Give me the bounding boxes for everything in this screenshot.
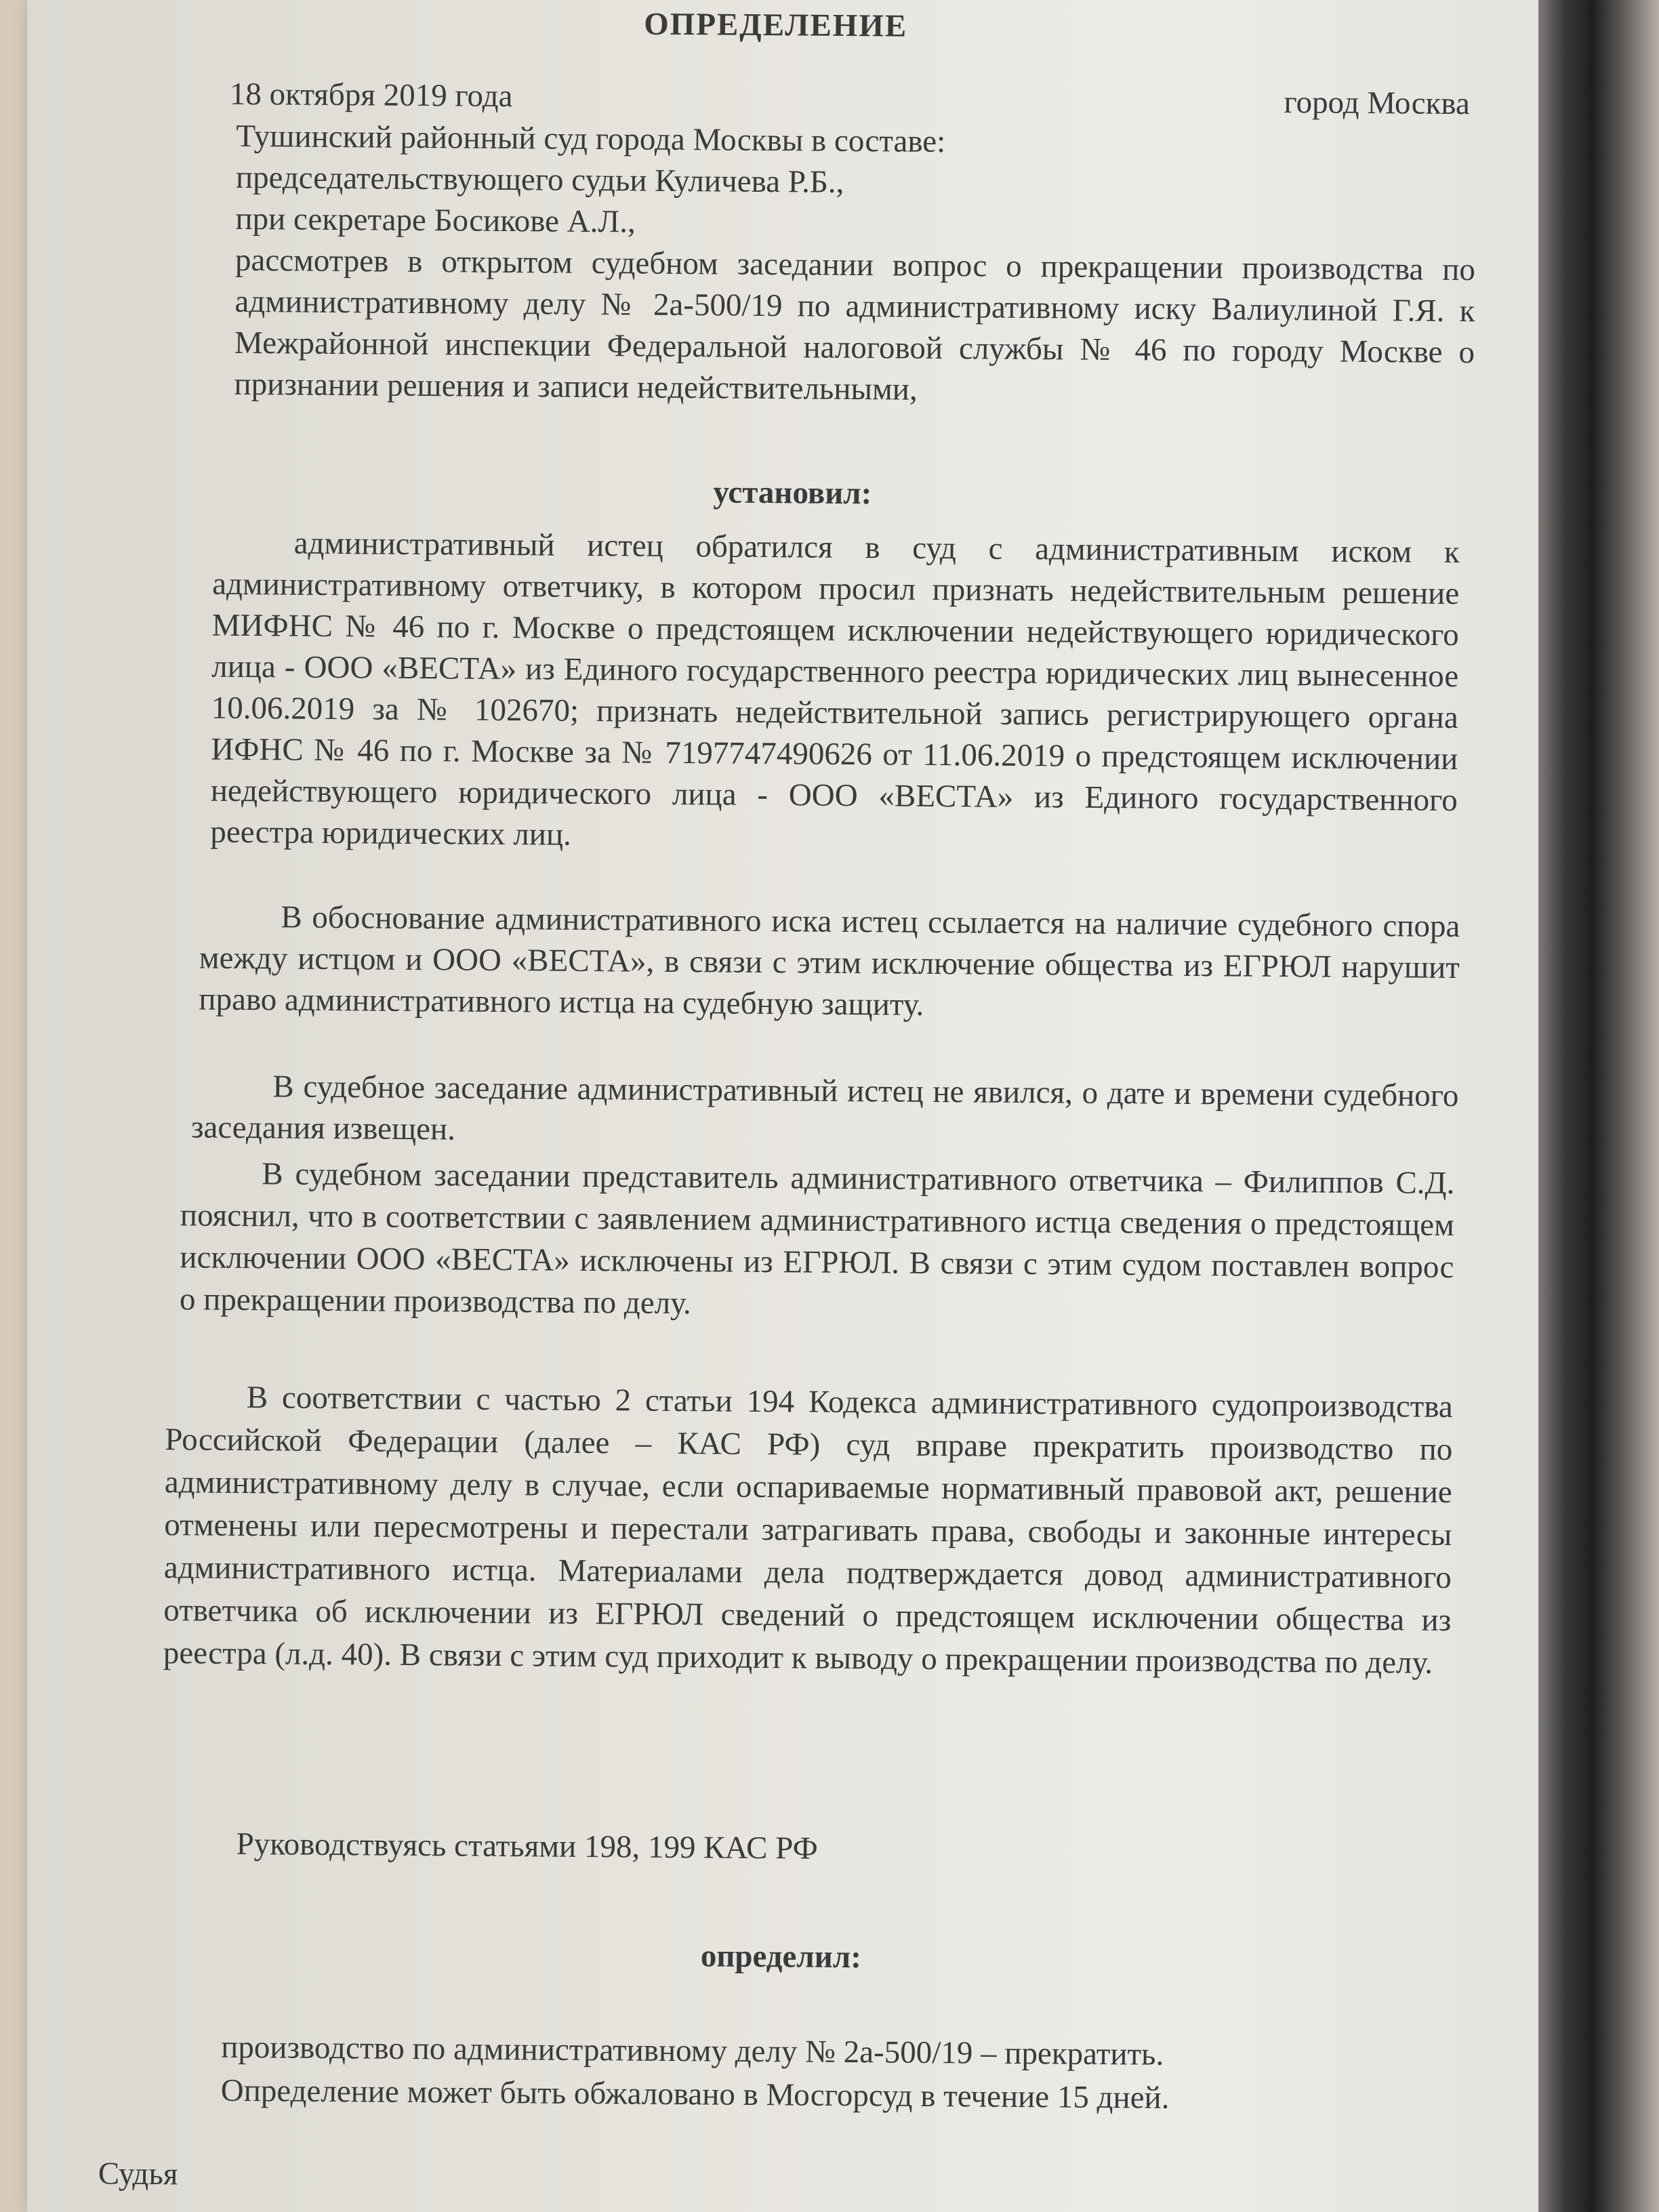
- document-date: 18 октября 2019 года: [229, 76, 513, 115]
- paragraph-3: В судебное заседание административный истец не явился, о дате и времени судебного заседания извещен.: [190, 1069, 1459, 1147]
- decided-heading: определил:: [700, 1938, 862, 1975]
- court-line: Тушинский районный суд города Москвы в составе:: [236, 118, 946, 160]
- paragraph-2: В обоснование административного иска истец ссылается на наличие судебного спора между истцом и ООО «ВЕСТА», в связи с этим исключение общества из ЕГРЮЛ нарушит право административного истца на судебную защиту.: [199, 899, 1460, 1023]
- paragraph-4: В судебном заседании представитель административного ответчика – Филиппов С.Д. пояснил, что в соответствии с заявлением административного истца сведения о предстоящем исключении ООО «ВЕСТА» исключены из ЕГРЮЛ. В связи с этим судом поставлен вопрос о прекращении производства по делу.: [179, 1156, 1455, 1322]
- judge-line: председательствующего судьи Куличева Р.Б.,: [235, 159, 844, 200]
- established-heading: установил:: [713, 474, 872, 512]
- appeal-line: Определение может быть обжаловано в Мосгорсуд в течение 15 дней.: [220, 2072, 1170, 2116]
- guided-by-line: Руководствуясь статьями 198, 199 КАС РФ: [236, 1826, 818, 1866]
- page-edge-shadow: [1538, 0, 1659, 2212]
- document-title: ОПРЕДЕЛЕНИЕ: [643, 6, 908, 44]
- paragraph-1: административный истец обратился в суд с административным иском к административному ответчику, в котором просил признать недействительным решение МИФНС № 46 по г. Москве о предстоящем исключении недействующего юридического лица - ООО «ВЕСТА» из Единого государственного реестра юридических лиц вынесенное 10.06.2019 за № 102670; признать недействительной запись регистрирующего органа ИФНС № 46 по г. Москве за № 7197747490626 от 11.06.2019 о предстоящем исключении недействующего юридического лица - ООО «ВЕСТА» из Единого государственного реестра юридических лиц.: [210, 525, 1460, 853]
- signature-label: Судья: [98, 2156, 178, 2192]
- secretary-line: при секретаре Босикове А.Л.,: [235, 201, 636, 240]
- ruling-line: производство по административному делу № 2а-500/19 – прекратить.: [221, 2029, 1164, 2072]
- document-city: город Москва: [1284, 84, 1471, 122]
- paragraph-5: В соответствии с частью 2 статьи 194 Кодекса административного судопроизводства Российской Федерации (далее – КАС РФ) суд вправе прекратить производство по административному делу в случае, если оспариваемые нормативный правовой акт, решение отменены или пересмотрены и перестали затрагивать права, свободы и законные интересы административного истца. Материалами дела подтверждается довод административного ответчика об исключении из ЕГРЮЛ сведений о предстоящем исключении общества из реестра (л.д. 40). В связи с этим суд приходит к выводу о прекращении производства по делу.: [163, 1380, 1453, 1681]
- intro-paragraph: рассмотрев в открытом судебном заседании вопрос о прекращении производства по административному делу № 2а-500/19 по административному иску Валиулиной Г.Я. к Межрайонной инспекции Федеральной налоговой службы № 46 по городу Москве о признании решения и записи недействительными,: [234, 242, 1476, 407]
